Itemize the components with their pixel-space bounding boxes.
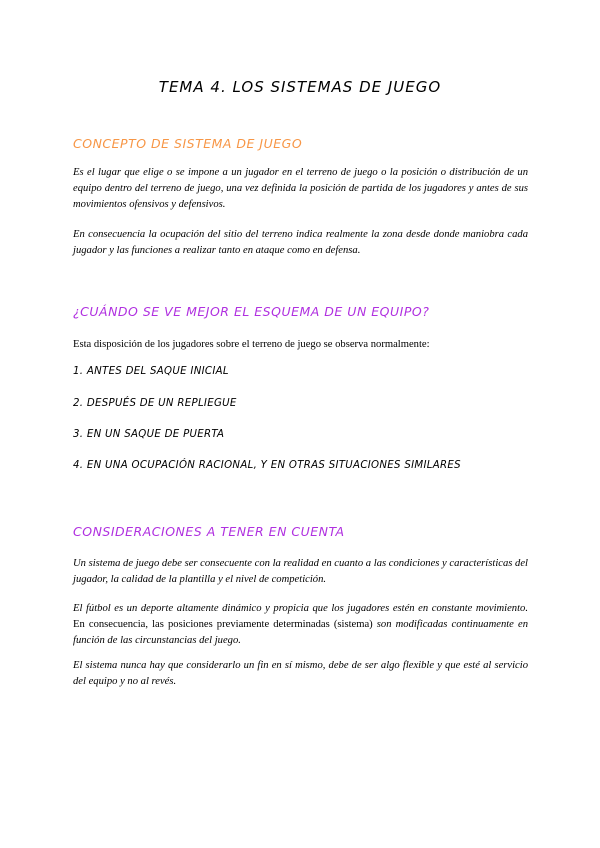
paragraph-dinamico-italic-b: son modificadas continuamente en función de las circunstancias del juego. [73, 619, 528, 646]
paragraph-dinamico-italic-a: El fútbol es un deporte altamente dinámico y propicia que los jugadores estén en constante movimiento. [73, 603, 528, 614]
paragraph-consecuente: Un sistema de juego debe ser consecuente con la realidad en cuanto a las condiciones y características del jugador, la calidad de la plantilla y el nivel de competición. [73, 558, 528, 585]
paragraph-consequence: En consecuencia la ocupación del sitio del terreno indica realmente la zona desde donde maniobra cada jugador y las funciones a realizar tanto en ataque como en defensa. [73, 229, 528, 256]
list-item-4: 4. EN UNA OCUPACIÓN RACIONAL, Y EN OTRAS SITUACIONES SIMILARES [73, 460, 461, 471]
list-item-1: 1. ANTES DEL SAQUE INICIAL [73, 366, 229, 377]
list-item-3: 3. EN UN SAQUE DE PUERTA [73, 429, 225, 440]
section-heading-concepto: CONCEPTO DE SISTEMA DE JUEGO [73, 136, 303, 151]
paragraph-dinamico [73, 601, 528, 649]
section-heading-cuando: ¿CUÁNDO SE VE MEJOR EL ESQUEMA DE UN EQUIPO? [73, 304, 430, 319]
document-title: TEMA 4. LOS SISTEMAS DE JUEGO [158, 78, 442, 96]
section-heading-consideraciones: CONSIDERACIONES A TENER EN CUENTA [73, 524, 345, 539]
paragraph-definition: Es el lugar que elige o se impone a un jugador en el terreno de juego o la posición o distribución de un equipo dentro del terreno de juego, una vez definida la posición de partida de los jugadores y antes de sus movimientos ofensivos y defensivos. [73, 167, 528, 210]
paragraph-flexible: El sistema nunca hay que considerarlo un fin en sí mismo, debe de ser algo flexible y que esté al servicio del equipo y no al revés. [73, 660, 528, 687]
list-item-2: 2. DESPUÉS DE UN REPLIEGUE [73, 398, 237, 409]
paragraph-intro: Esta disposición de los jugadores sobre el terreno de juego se observa normalmente: [73, 339, 430, 350]
paragraph-dinamico-plain: En consecuencia, las posiciones previamente determinadas (sistema) [73, 619, 377, 630]
